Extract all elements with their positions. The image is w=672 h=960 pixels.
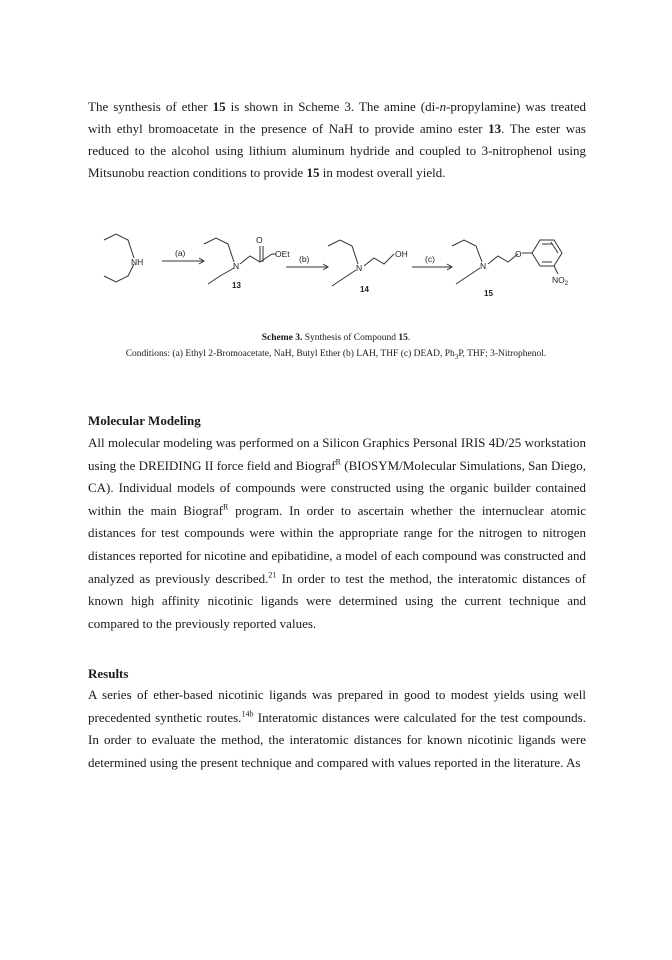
section-heading-results: Results — [88, 666, 129, 681]
body-text: A series of ether-based nicotinic ligands was prepared in good to modest yields using well precedented synthetic routes. — [88, 687, 586, 725]
n-label: N — [356, 263, 363, 273]
caption-text: . — [407, 333, 411, 343]
body-text: In order to test the method, the interatomic distances of known high affinity nicotinic ligands were determined using the current technique and compared to the previously reported values. — [88, 570, 587, 631]
caption-lead: Scheme 3. — [261, 333, 303, 343]
body-text: Interatomic distances were calculated for the test compounds. In order to evaluate the method, the interatomic distances for known nicotinic ligands were determined using the present technique and compared with values reported in the literature. As — [88, 709, 586, 770]
ether-o-label: O — [515, 249, 522, 259]
compound-number: 14 — [360, 285, 369, 294]
caption-text: Synthesis of Compound — [302, 333, 399, 343]
arrow-step-b — [286, 254, 328, 270]
carbonyl-o-label: O — [256, 235, 263, 245]
body-text: (BIOSYM/Molecular Simulations, San Diego, CA). Individual models of compounds were constructed using the organic builder contained within the main Biograf — [88, 457, 586, 518]
intro-paragraph — [88, 96, 586, 184]
bond — [554, 266, 558, 274]
propyl-chain — [332, 270, 356, 286]
results-paragraph — [88, 684, 586, 774]
intro-text: is shown in Scheme 3. The amine (di- — [225, 99, 440, 114]
propyl-chain — [104, 234, 134, 258]
structure-compound-14 — [328, 240, 408, 294]
compound-number: 15 — [484, 289, 493, 298]
step-label: (a) — [175, 248, 186, 258]
intro-text: The synthesis of ether — [88, 99, 213, 114]
propyl-chain — [456, 268, 480, 284]
arrow-step-a — [162, 248, 204, 264]
compound-ref: 15 — [306, 165, 320, 180]
conditions-text: P, THF; 3-Nitrophenol. — [458, 349, 547, 359]
no2-label: $NO_2$ — [552, 275, 569, 287]
propyl-chain — [104, 264, 134, 282]
alcohol-chain — [364, 254, 394, 266]
body-text: program. In order to ascertain whether the internuclear atomic distances for test compounds were within the appropriate range for the nitrogen to nitrogen distances reported for nicotine and epibatidine, a model of each compound was constructed and analyzed as previously described. — [88, 502, 586, 586]
nh-label: NH — [131, 257, 144, 267]
propyl-chain — [328, 240, 358, 264]
superscript: R — [223, 502, 229, 512]
propyl-chain — [452, 240, 482, 262]
compound-ref: 15 — [398, 333, 408, 343]
intro-text: in modest overall yield. — [319, 165, 446, 180]
step-label: (b) — [299, 254, 310, 264]
oet-label: OEt — [275, 249, 290, 259]
section-heading-molecular-modeling: Molecular Modeling — [88, 413, 201, 428]
intro-text: . The ester was reduced to the alcohol using lithium aluminum hydride and coupled to 3-nitrophenol using Mitsunobu reaction conditions to provide — [88, 121, 586, 180]
arrow-step-c — [412, 254, 452, 270]
n-label: N — [480, 261, 487, 271]
italic-n: n — [439, 99, 447, 114]
reaction-scheme — [90, 226, 590, 306]
structure-dipropylamine — [104, 234, 143, 282]
structure-compound-13 — [204, 235, 290, 290]
compound-ref: 13 — [488, 121, 502, 136]
structure-compound-15 — [452, 240, 569, 298]
oh-label: OH — [395, 249, 408, 259]
scheme-conditions — [0, 349, 672, 359]
citation-ref: 14b — [241, 709, 254, 719]
conditions-text: Conditions: (a) Ethyl 2-Bromoacetate, NaH, Butyl Ether (b) LAH, THF (c) DEAD, Ph — [125, 349, 455, 359]
step-label: (c) — [425, 254, 435, 264]
subscript: 3 — [454, 352, 459, 361]
intro-text: -propylamine) was treated with ethyl bromoacetate in the presence of NaH to provide amino ester — [88, 99, 586, 136]
compound-number: 13 — [232, 281, 241, 290]
ester-chain — [240, 254, 272, 264]
propyl-chain — [204, 238, 234, 262]
propyl-chain — [208, 268, 234, 284]
ring-double-bond — [551, 242, 558, 253]
molecular-modeling-paragraph — [88, 432, 586, 635]
citation-ref: 21 — [268, 570, 277, 580]
superscript: R — [335, 457, 341, 467]
compound-ref: 15 — [212, 99, 226, 114]
scheme-drawing — [90, 226, 590, 306]
ether-chain — [488, 254, 518, 264]
scheme-caption — [0, 333, 672, 343]
n-label: N — [233, 261, 240, 271]
body-text: All molecular modeling was performed on a Silicon Graphics Personal IRIS 4D/25 workstation using the DREIDING II force field and Biograf — [88, 435, 586, 473]
